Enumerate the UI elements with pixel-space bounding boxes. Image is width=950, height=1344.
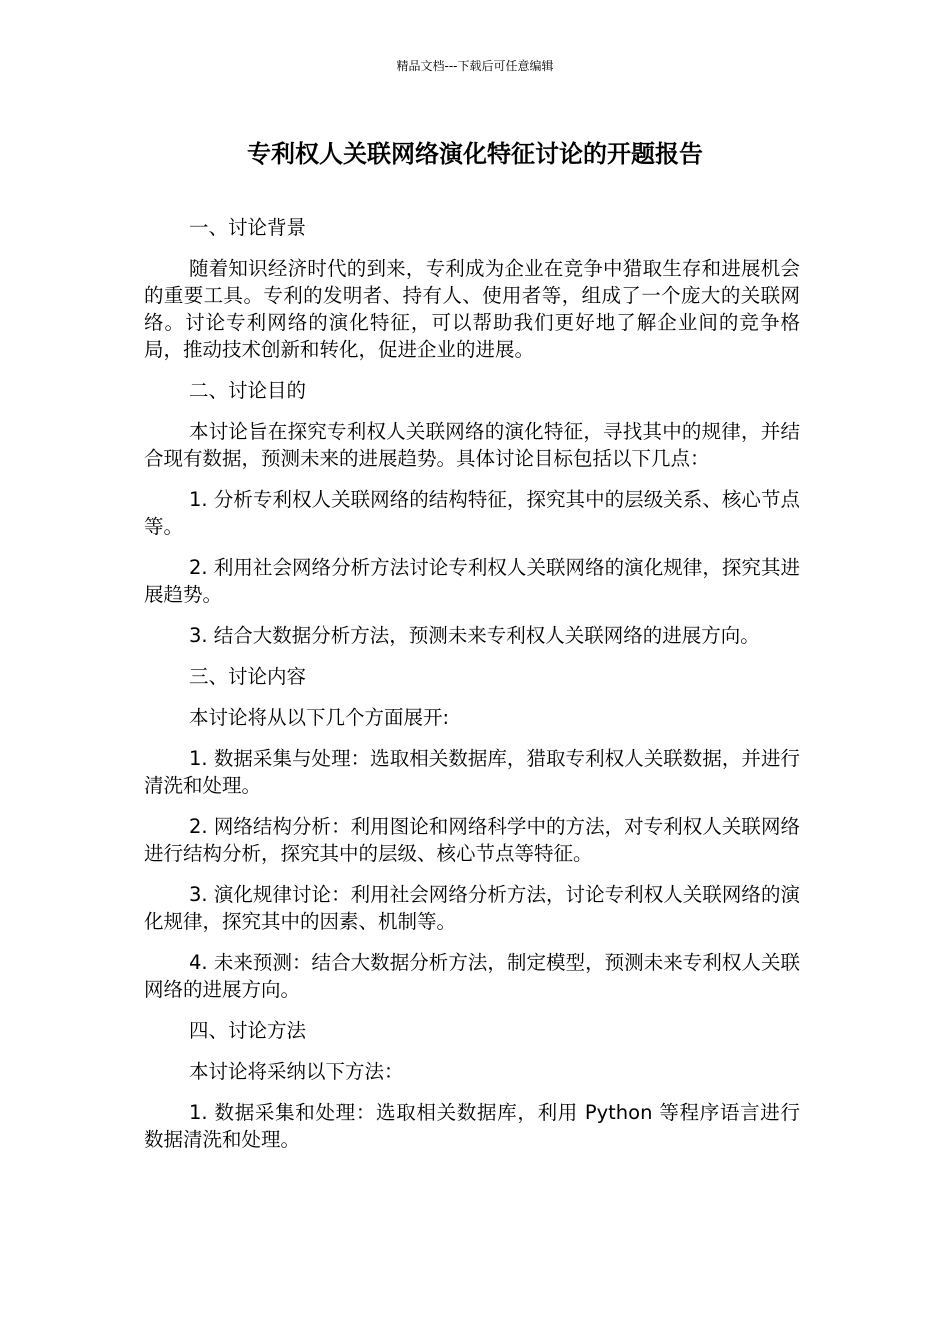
list-item-content-2: 2. 网络结构分析：利用图论和网络科学中的方法，对专利权人关联网络进行结构分析，探究其中的层级、核心节点等特征。 xyxy=(144,815,800,865)
header-note: 精品文档---下载后可任意编辑 xyxy=(396,59,554,73)
list-item-purpose-1: 1. 分析专利权人关联网络的结构特征，探究其中的层级关系、核心节点等。 xyxy=(144,488,800,538)
section-heading-purpose: 二、讨论目的 xyxy=(189,379,307,402)
list-item-method-1: 1. 数据采集和处理：选取相关数据库，利用 Python 等程序语言进行数据清洗和处理。 xyxy=(144,1101,800,1151)
list-item-content-3: 3. 演化规律讨论：利用社会网络分析方法，讨论专利权人关联网络的演化规律，探究其中的因素、机制等。 xyxy=(144,883,800,933)
paragraph-content-intro: 本讨论将从以下几个方面展开: xyxy=(189,706,450,729)
section-heading-content: 三、讨论内容 xyxy=(189,665,307,688)
paragraph-purpose: 本讨论旨在探究专利权人关联网络的演化特征，寻找其中的规律，并结合现有数据，预测未来的进展趋势。具体讨论目标包括以下几点： xyxy=(144,420,800,470)
document-title: 专利权人关联网络演化特征讨论的开题报告 xyxy=(247,140,703,168)
document-body xyxy=(144,214,800,1167)
list-item-content-1: 1. 数据采集与处理：选取相关数据库，猎取专利权人关联数据，并进行清洗和处理。 xyxy=(144,747,800,797)
section-heading-background: 一、讨论背景 xyxy=(189,216,307,239)
paragraph-background: 随着知识经济时代的到来，专利成为企业在竞争中猎取生存和进展机会的重要工具。专利的发明者、持有人、使用者等，组成了一个庞大的关联网络。讨论专利网络的演化特征，可以帮助我们更好地了解企业间的竞争格局，推动技术创新和转化，促进企业的进展。 xyxy=(144,257,800,361)
list-item-purpose-2: 2. 利用社会网络分析方法讨论专利权人关联网络的演化规律，探究其进展趋势。 xyxy=(144,556,800,606)
section-heading-method: 四、讨论方法 xyxy=(189,1019,307,1042)
list-item-purpose-3: 3. 结合大数据分析方法，预测未来专利权人关联网络的进展方向。 xyxy=(189,624,760,647)
list-item-content-4: 4. 未来预测：结合大数据分析方法，制定模型，预测未来专利权人关联网络的进展方向。 xyxy=(144,951,800,1001)
paragraph-method-intro: 本讨论将采纳以下方法： xyxy=(189,1060,404,1083)
